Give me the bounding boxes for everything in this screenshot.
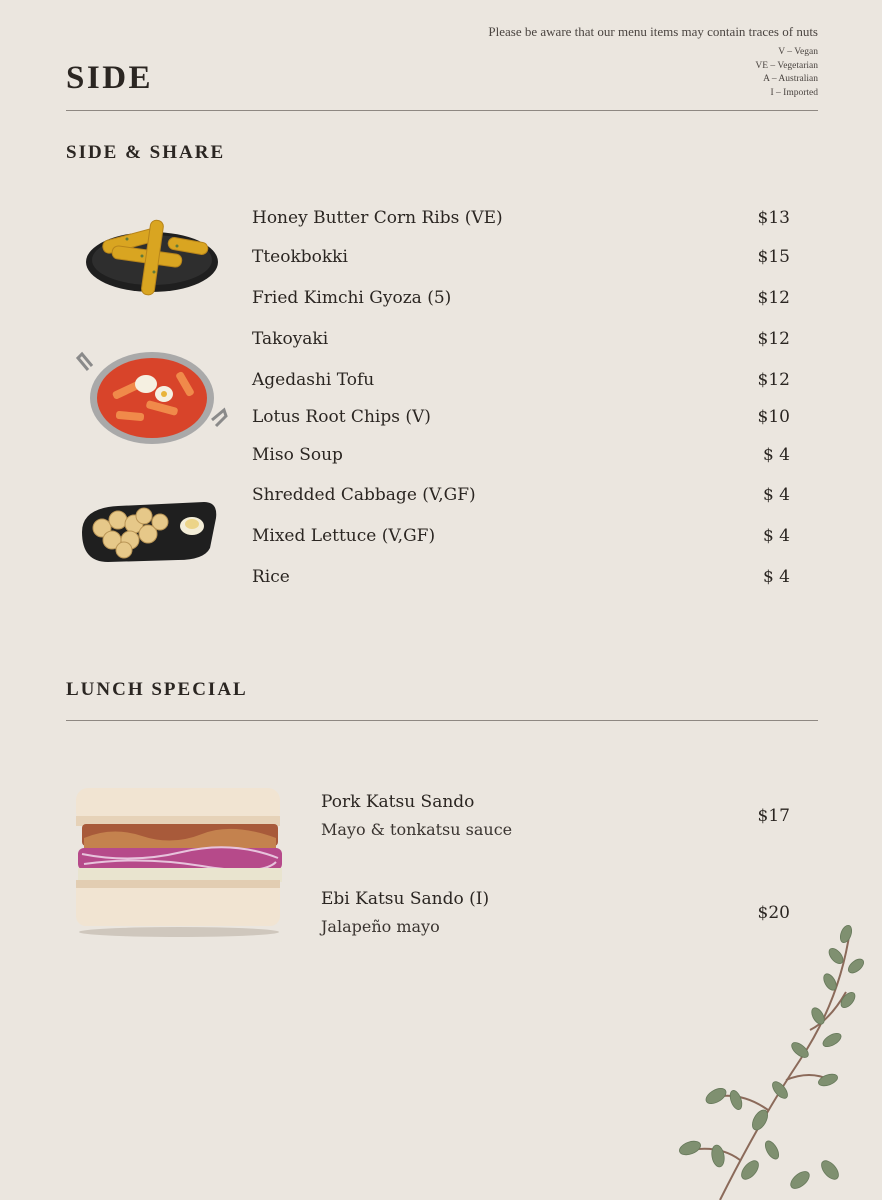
item-price: $ 4 xyxy=(762,526,790,546)
menu-item xyxy=(252,483,790,509)
item-price: $13 xyxy=(757,208,790,228)
tteokbokki-photo xyxy=(76,346,228,450)
menu-item xyxy=(252,286,790,312)
item-price: $ 4 xyxy=(762,485,790,505)
item-price: $ 4 xyxy=(762,567,790,587)
dietary-legend-australian: A – Australian xyxy=(763,74,818,84)
item-name: Mixed Lettuce (V,GF) xyxy=(252,526,436,546)
corn-ribs-photo xyxy=(82,212,222,302)
item-name: Shredded Cabbage (V,GF) xyxy=(252,485,476,505)
lunch-item xyxy=(321,791,790,841)
leaf-sprig-decoration xyxy=(660,920,870,1200)
menu-item xyxy=(252,443,790,469)
menu-item xyxy=(252,368,790,394)
item-price: $ 4 xyxy=(762,445,790,465)
side-share-heading: SIDE & SHARE xyxy=(66,142,226,163)
item-price: $12 xyxy=(757,329,790,349)
menu-item xyxy=(252,405,790,431)
item-name: Tteokbokki xyxy=(252,247,348,267)
item-name: Rice xyxy=(252,567,290,587)
item-price: $20 xyxy=(757,903,790,923)
item-description: Jalapeño mayo xyxy=(321,917,440,936)
item-price: $15 xyxy=(757,247,790,267)
item-name: Pork Katsu Sando xyxy=(321,792,475,812)
menu-item xyxy=(252,565,790,591)
item-price: $12 xyxy=(757,288,790,308)
item-price: $12 xyxy=(757,370,790,390)
menu-item xyxy=(252,327,790,353)
page-title: SIDE xyxy=(66,60,154,96)
item-price: $10 xyxy=(757,407,790,427)
dietary-legend-vegan: V – Vegan xyxy=(778,47,818,57)
header-divider xyxy=(66,110,818,111)
menu-item xyxy=(252,206,790,232)
lotus-chips-photo xyxy=(78,494,220,568)
menu-item xyxy=(252,245,790,271)
item-description: Mayo & tonkatsu sauce xyxy=(321,820,513,839)
item-name: Agedashi Tofu xyxy=(252,370,375,390)
item-name: Takoyaki xyxy=(252,329,329,349)
item-name: Miso Soup xyxy=(252,445,343,465)
item-name: Honey Butter Corn Ribs (VE) xyxy=(252,208,503,228)
item-price: $17 xyxy=(757,806,790,826)
lunch-divider xyxy=(66,720,818,721)
nut-warning: Please be aware that our menu items may contain traces of nuts xyxy=(488,24,818,39)
lunch-special-heading: LUNCH SPECIAL xyxy=(66,679,248,700)
item-name: Lotus Root Chips (V) xyxy=(252,407,431,427)
item-name: Fried Kimchi Gyoza (5) xyxy=(252,288,452,308)
dietary-legend-vegetarian: VE – Vegetarian xyxy=(755,60,818,71)
menu-item xyxy=(252,524,790,550)
dietary-legend-imported: I – Imported xyxy=(770,87,818,98)
katsu-sando-photo xyxy=(72,786,286,938)
allergen-notice xyxy=(488,24,818,100)
item-name: Ebi Katsu Sando (I) xyxy=(321,889,490,909)
